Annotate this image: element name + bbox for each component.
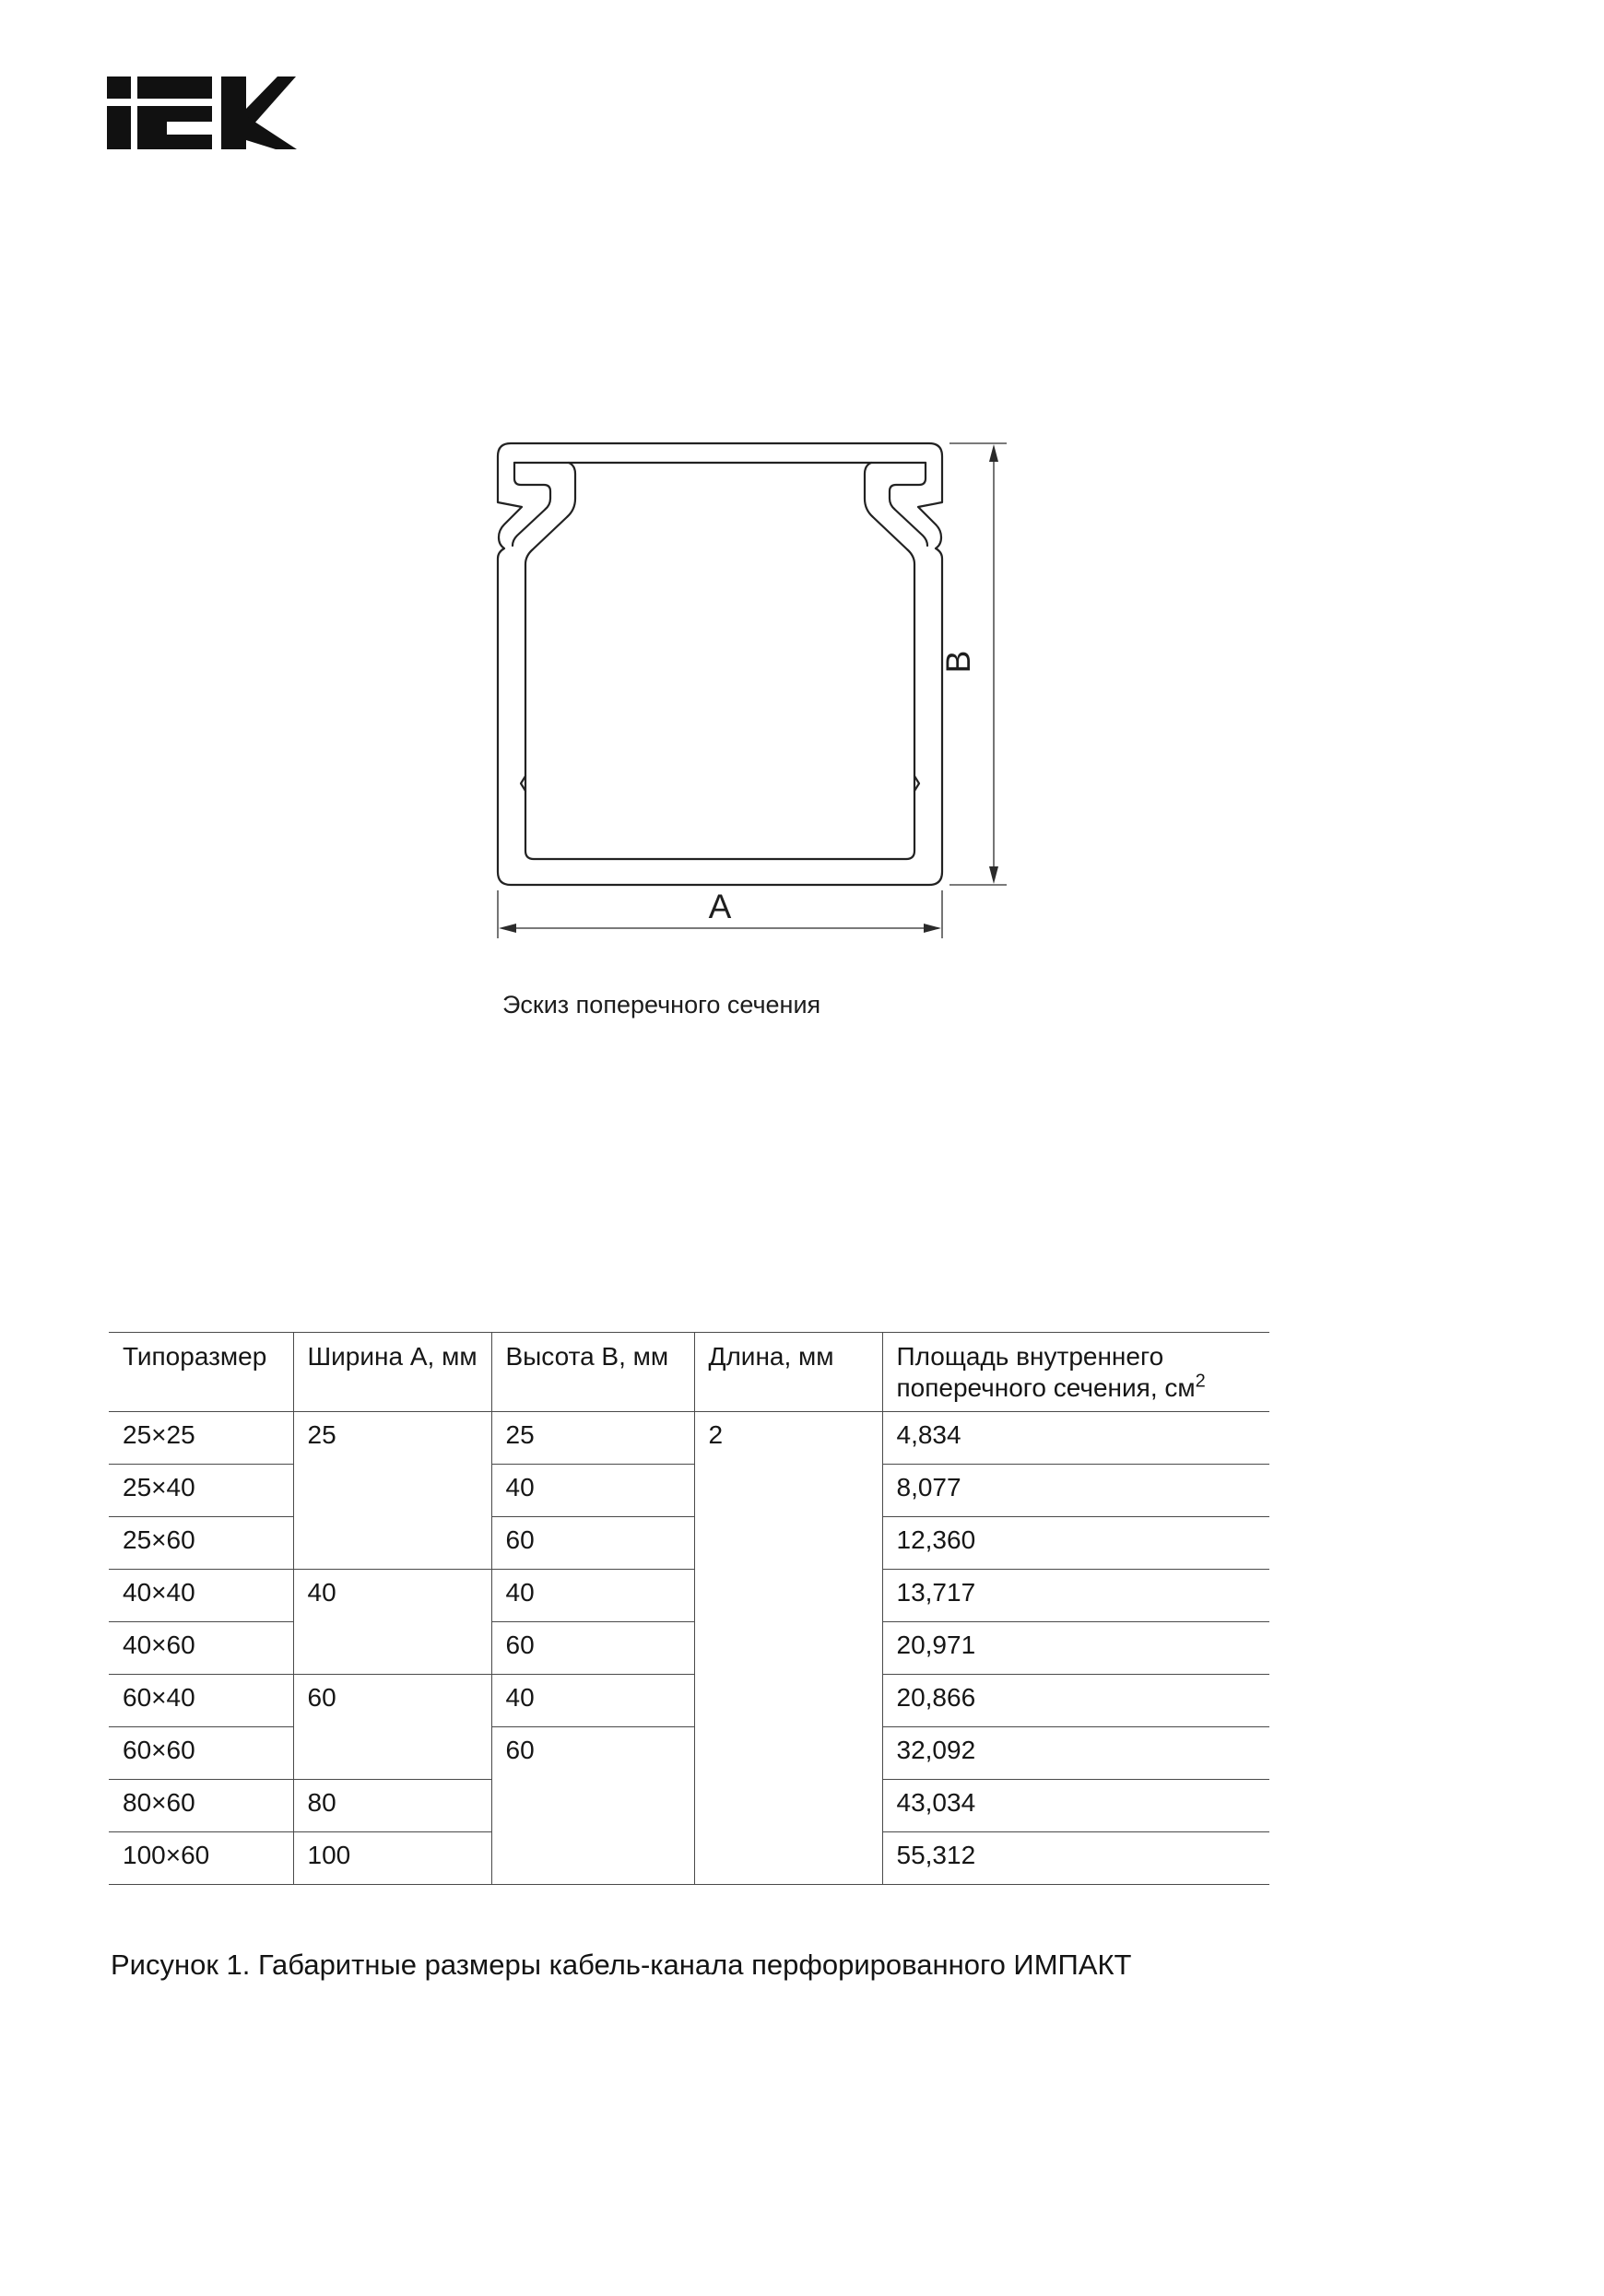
profile-left-hook <box>513 463 550 546</box>
dim-a-label: A <box>708 888 732 925</box>
cell-width: 40 <box>293 1570 491 1675</box>
profile-outer-contour <box>498 443 942 885</box>
cell-height: 60 <box>491 1727 694 1885</box>
table-row <box>109 1622 1269 1675</box>
dim-a-arrow-left <box>499 924 516 933</box>
cell-area: 13,717 <box>882 1570 1269 1622</box>
iek-logo-glyphs <box>107 77 297 149</box>
sketch-caption: Эскиз поперечного сечения <box>502 991 821 1018</box>
cell-width: 100 <box>293 1832 491 1885</box>
logo-e-top-bar <box>137 77 212 99</box>
figure-caption: Рисунок 1. Габаритные размеры кабель-канала перфорированного ИМПАКТ <box>111 1949 1132 1981</box>
cell-width: 25 <box>293 1412 491 1570</box>
cell-height: 40 <box>491 1570 694 1622</box>
cell-height: 60 <box>491 1622 694 1675</box>
logo-e-lower-block <box>137 106 212 149</box>
cell-height: 40 <box>491 1465 694 1517</box>
header-size: Типоразмер <box>109 1333 293 1412</box>
table-header <box>109 1333 1269 1412</box>
cell-size: 25×60 <box>109 1517 293 1570</box>
dimensions-table <box>109 1332 1269 1885</box>
logo-k-stem <box>221 77 246 149</box>
dim-b-label: B <box>939 650 977 674</box>
header-length: Длина, мм <box>694 1333 882 1412</box>
dim-b-arrow-up <box>989 444 998 462</box>
cross-section-drawing <box>452 406 1060 977</box>
header-area-sup: 2 <box>1195 1371 1206 1392</box>
cell-size: 25×40 <box>109 1465 293 1517</box>
table-row <box>109 1465 1269 1517</box>
table-row <box>109 1675 1269 1727</box>
profile-inner-contour <box>525 463 914 859</box>
cell-size: 40×60 <box>109 1622 293 1675</box>
table-row <box>109 1517 1269 1570</box>
profile-right-hook <box>890 463 927 546</box>
header-area-text: Площадь внутреннего поперечного сечения, см <box>896 1342 1196 1402</box>
cell-width: 80 <box>293 1780 491 1832</box>
cell-area: 32,092 <box>882 1727 1269 1780</box>
table-row <box>109 1412 1269 1465</box>
cell-height: 60 <box>491 1517 694 1570</box>
cell-size: 25×25 <box>109 1412 293 1465</box>
table-row <box>109 1727 1269 1780</box>
table-row <box>109 1570 1269 1622</box>
table-body <box>109 1412 1269 1885</box>
cell-area: 43,034 <box>882 1780 1269 1832</box>
cell-height: 25 <box>491 1412 694 1465</box>
table-header-row <box>109 1333 1269 1412</box>
cell-area: 12,360 <box>882 1517 1269 1570</box>
header-area <box>882 1333 1269 1412</box>
iek-logo <box>103 72 301 155</box>
header-width: Ширина А, мм <box>293 1333 491 1412</box>
cell-size: 80×60 <box>109 1780 293 1832</box>
cell-width: 60 <box>293 1675 491 1780</box>
cell-area: 55,312 <box>882 1832 1269 1885</box>
cell-length: 2 <box>694 1412 882 1885</box>
cell-area: 20,866 <box>882 1675 1269 1727</box>
dim-a-arrow-right <box>924 924 941 933</box>
logo-i-dot <box>107 77 131 99</box>
logo-i-stem <box>107 106 131 149</box>
cell-height: 40 <box>491 1675 694 1727</box>
cell-size: 60×40 <box>109 1675 293 1727</box>
dim-b-arrow-down <box>989 866 998 884</box>
header-height: Высота В, мм <box>491 1333 694 1412</box>
cell-size: 60×60 <box>109 1727 293 1780</box>
cell-area: 8,077 <box>882 1465 1269 1517</box>
cell-area: 20,971 <box>882 1622 1269 1675</box>
cell-size: 100×60 <box>109 1832 293 1885</box>
cell-area: 4,834 <box>882 1412 1269 1465</box>
cell-size: 40×40 <box>109 1570 293 1622</box>
